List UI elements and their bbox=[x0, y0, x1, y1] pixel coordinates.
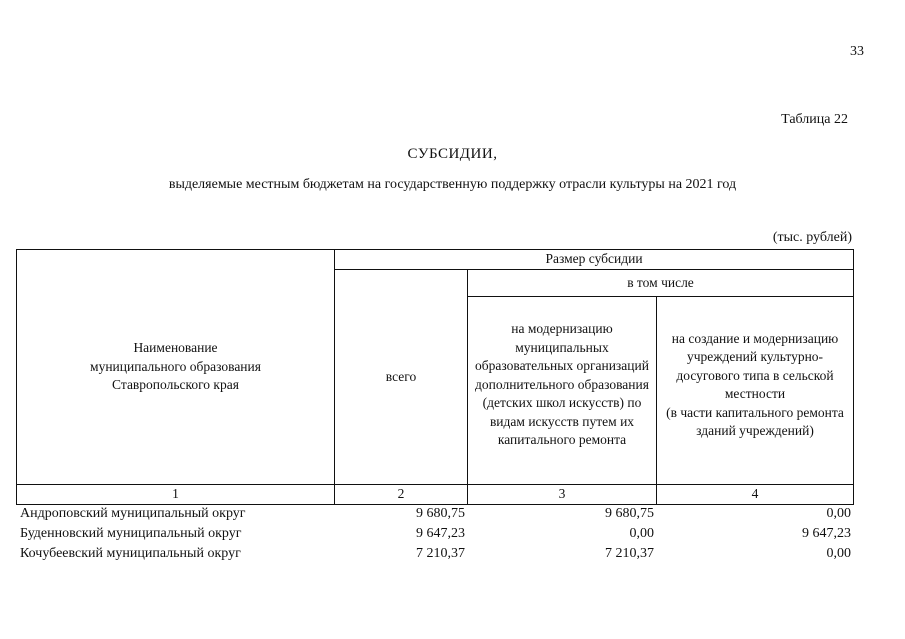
header-culture-houses: на создание и модернизацию учреждений культурно-досугового типа в сельской местности (в части капитального ремонта зданий учреждений) bbox=[666, 330, 844, 438]
value-schools: 0,00 bbox=[629, 526, 654, 541]
document-title: СУБСИДИИ, bbox=[407, 146, 498, 162]
table-border-right bbox=[853, 249, 854, 505]
column-number-1: 1 bbox=[172, 486, 179, 502]
header-total: всего bbox=[385, 368, 417, 384]
column-number-2: 2 bbox=[397, 486, 405, 502]
municipality-name: Кочубеевский муниципальный округ bbox=[20, 546, 241, 561]
column-number-4: 4 bbox=[751, 486, 759, 502]
value-culture: 9 647,23 bbox=[802, 526, 851, 541]
municipality-name: Буденновский муниципальный округ bbox=[20, 526, 242, 541]
header-including: в том числе bbox=[627, 274, 694, 290]
value-schools: 9 680,75 bbox=[605, 506, 654, 521]
value-total: 7 210,37 bbox=[416, 546, 465, 561]
value-culture: 0,00 bbox=[826, 506, 851, 521]
value-schools: 7 210,37 bbox=[605, 546, 654, 561]
value-total: 9 680,75 bbox=[416, 506, 465, 521]
col-divider-2 bbox=[467, 269, 468, 505]
municipality-name: Андроповский муниципальный округ bbox=[20, 506, 246, 521]
units-label: (тыс. рублей) bbox=[772, 230, 852, 245]
column-number-3: 3 bbox=[558, 486, 566, 502]
value-culture: 0,00 bbox=[826, 546, 851, 561]
document-subtitle: выделяемые местным бюджетам на государственную поддержку отрасли культуры на 2021 год bbox=[168, 177, 737, 192]
table-label: Таблица 22 bbox=[781, 112, 848, 127]
value-total: 9 647,23 bbox=[416, 526, 465, 541]
header-name-column: Наименование муниципального образования Ставропольского края bbox=[90, 340, 261, 393]
page-number: 33 bbox=[850, 44, 864, 59]
header-modernization-schools: на модернизацию муниципальных образовательных организаций дополнительного образования (детских школ искусств) по видам искусств путем их капитального ремонта bbox=[475, 321, 649, 448]
header-subsidy-size: Размер субсидии bbox=[545, 251, 643, 267]
rule-below-numbers bbox=[16, 504, 854, 505]
